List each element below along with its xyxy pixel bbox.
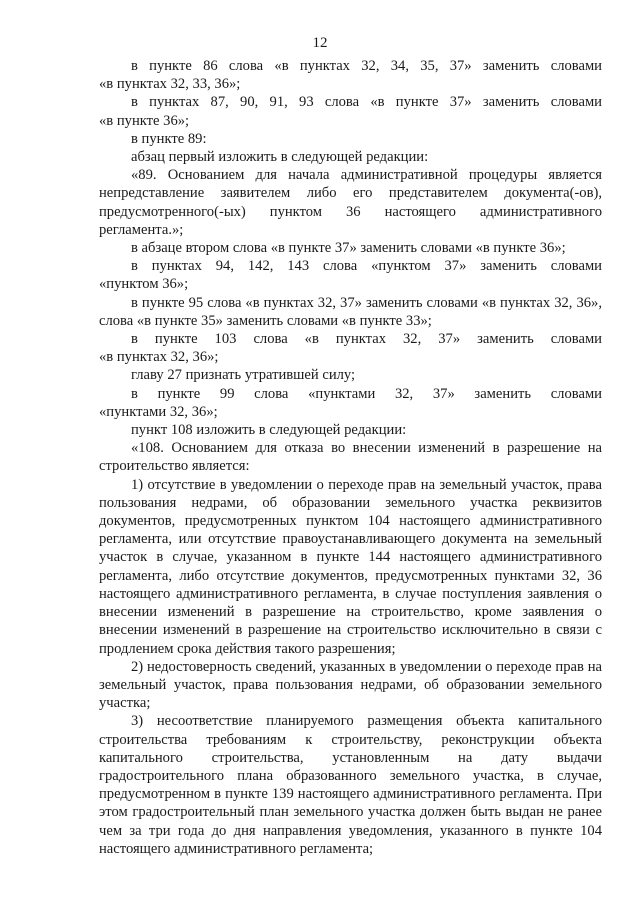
paragraph-line-2: «в пункте 36»; xyxy=(99,112,190,129)
paragraph-line-2: «в пунктах 32, 33, 36»; xyxy=(99,76,241,93)
paragraph-items-87-93 xyxy=(99,93,602,129)
paragraph-line-2: «в пунктах 32, 36»; xyxy=(99,349,219,366)
paragraph-line-1: в пунктах 94, 142, 143 слова «пунктом 37» заменить словами xyxy=(131,258,602,275)
paragraph-item-99 xyxy=(99,385,602,421)
paragraph-item-108: пункт 108 изложить в следующей редакции: xyxy=(131,422,407,439)
paragraph-item-103 xyxy=(99,330,602,366)
paragraph-item-95: в пункте 95 слова «в пунктах 32, 37» заменить словами «в пунктах 32, 36», слова «в пункте 35» заменить словами «в пункте 33»; xyxy=(99,294,602,329)
list-item-3: 3) несоответствие планируемого размещения объекта капитального строительства требованиям к строительству, реконструкции объекта капитального строительства, установленным на дату выдачи градостроительного плана образованного земельного участка, в случае, предусмотренном в пункте 139 настоящего административного регламента. При этом градостроительный план земельного участка должен быть выдан не ранее чем за три года до дня направления уведомления, указанного в пункте 104 настоящего административного регламента; xyxy=(99,713,602,857)
paragraph-new-89: «89. Основанием для начала административной процедуры является непредставление заявителем либо его представителем документа(-ов), предусмотренного(-ых) пунктом 36 настоящего административного регламента.»; xyxy=(99,167,602,238)
paragraph-second-abzac: в абзаце втором слова «в пункте 37» заменить словами «в пункте 36»; xyxy=(131,240,566,257)
paragraph-first-abzac: абзац первый изложить в следующей редакции: xyxy=(131,149,429,166)
paragraph-line-1: в пунктах 87, 90, 91, 93 слова «в пункте 37» заменить словами xyxy=(131,94,602,111)
page-number: 12 xyxy=(312,35,328,51)
paragraph-chapter-27: главу 27 признать утратившей силу; xyxy=(131,367,356,384)
document-body xyxy=(99,57,602,858)
list-item-1: 1) отсутствие в уведомлении о переходе прав на земельный участок, права пользования недрами, об образовании земельного участка реквизитов документов, предусмотренных пунктом 104 настоящего административного регламента, или отсутствие правоустанавливающего документа на земельный участок в случае, указанном в пункте 144 настоящего административного регламента, либо отсутствие документов, предусмотренных пунктами 32, 36 настоящего административного регламента, в случае поступления заявления о внесении изменений в разрешение на строительство, кроме заявления о внесении изменений в разрешение на строительство исключительно в связи с продлением срока действия такого разрешения; xyxy=(99,476,602,657)
paragraph-line-2: «пунктом 36»; xyxy=(99,276,189,293)
paragraph-line-1: в пункте 86 слова «в пунктах 32, 34, 35, 37» заменить словами xyxy=(131,58,602,74)
paragraph-item-89: в пункте 89: xyxy=(131,130,207,147)
paragraph-line-1: в пункте 103 слова «в пунктах 32, 37» заменить словами xyxy=(131,331,602,348)
list-item-2: 2) недостоверность сведений, указанных в уведомлении о переходе прав на земельный участок, права пользования недрами, об образовании земельного участка; xyxy=(99,658,602,712)
paragraph-new-108: «108. Основанием для отказа во внесении изменений в разрешение на строительство является: xyxy=(99,440,602,475)
paragraph-line-2: «пунктами 32, 36»; xyxy=(99,403,218,420)
paragraph-items-94-143 xyxy=(99,257,602,293)
paragraph-item-86 xyxy=(99,57,602,93)
paragraph-line-1: в пункте 99 слова «пунктами 32, 37» заменить словами xyxy=(131,385,602,402)
